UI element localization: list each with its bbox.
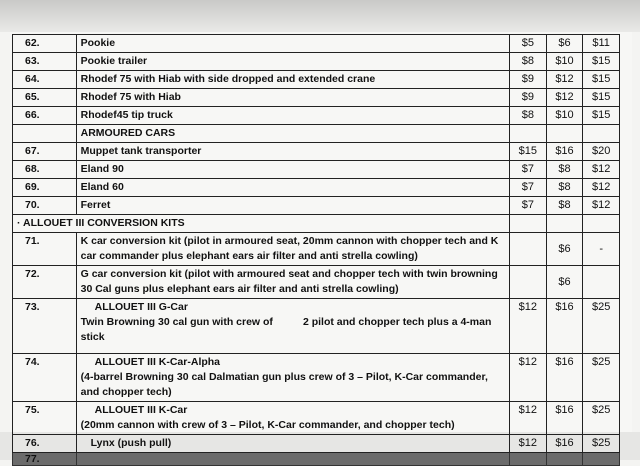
price-1: $15 — [510, 143, 547, 161]
price-2: $12 — [546, 89, 583, 107]
price-2: $8 — [546, 161, 583, 179]
item-number: 70. — [13, 197, 77, 215]
price-1: $7 — [510, 197, 547, 215]
price-1: $12 — [510, 402, 547, 435]
item-description: (4-barrel Browning 30 cal Dalmatian gun plus crew of 3 – Pilot, K-Car commander, and chopper tech) — [80, 371, 488, 398]
price-1: $9 — [510, 89, 547, 107]
price-3: $25 — [583, 435, 620, 453]
price-3: - — [583, 233, 620, 266]
price-3: $25 — [583, 299, 620, 354]
price-1: $12 — [510, 435, 547, 453]
table-row — [13, 107, 620, 125]
item-number: 77. — [13, 453, 77, 466]
price-2: $16 — [546, 354, 583, 402]
item-title: ALLOUET III K-Car — [94, 404, 188, 416]
price-3: $12 — [583, 161, 620, 179]
price-2: $6 — [546, 35, 583, 53]
price-3: $15 — [583, 53, 620, 71]
item-number: 64. — [13, 71, 77, 89]
price-1: $7 — [510, 161, 547, 179]
section-row — [13, 125, 620, 143]
price-2: $10 — [546, 53, 583, 71]
item-number: 63. — [13, 53, 77, 71]
item-description: Pookie trailer — [76, 53, 509, 71]
section-heading-alouette: ALLOUET III CONVERSION KITS — [23, 217, 185, 229]
price-2: $10 — [546, 107, 583, 125]
item-description: Ferret — [76, 197, 509, 215]
item-number: 71. — [13, 233, 77, 266]
price-3: $20 — [583, 143, 620, 161]
price-3: $25 — [583, 354, 620, 402]
price-2: $16 — [546, 299, 583, 354]
section-row: · ALLOUET III CONVERSION KITS — [13, 215, 620, 233]
item-number: 62. — [13, 35, 77, 53]
price-1: $12 — [510, 299, 547, 354]
item-description: Pookie — [76, 35, 509, 53]
item-description: K car conversion kit (pilot in armoured seat, 20mm cannon with chopper tech and K car commander plus elephant ears air filter and anti strella cowling) — [76, 233, 509, 266]
table-row — [13, 179, 620, 197]
item-number: 76. — [13, 435, 77, 453]
item-number: 73. — [13, 299, 77, 354]
scan-top-edge — [0, 0, 640, 32]
table-row — [13, 53, 620, 71]
item-description: Twin Browning 30 cal gun with crew of 2 pilot and chopper tech plus a 4-man stick — [80, 316, 492, 343]
price-3: $12 — [583, 197, 620, 215]
table-row — [13, 161, 620, 179]
table-row — [13, 266, 620, 299]
price-3: $15 — [583, 107, 620, 125]
price-3: $15 — [583, 71, 620, 89]
item-number: 68. — [13, 161, 77, 179]
price-2: $8 — [546, 179, 583, 197]
price-3: $25 — [583, 402, 620, 435]
item-number: 67. — [13, 143, 77, 161]
item-description: Eland 90 — [76, 161, 509, 179]
table-row — [13, 435, 620, 453]
item-description: Muppet tank transporter — [76, 143, 509, 161]
price-table — [12, 34, 620, 466]
price-1: $8 — [510, 107, 547, 125]
price-1: $12 — [510, 354, 547, 402]
item-description: Rhodef 75 with Hiab — [76, 89, 509, 107]
item-description: G car conversion kit (pilot with armoured seat and chopper tech with twin browning 30 Cal guns plus elephant ears air filter and anti strella cowling) — [76, 266, 509, 299]
table-row — [13, 71, 620, 89]
price-2: $16 — [546, 435, 583, 453]
table-row — [13, 143, 620, 161]
price-3: $15 — [583, 89, 620, 107]
table-row — [13, 402, 620, 435]
price-3: $11 — [583, 35, 620, 53]
price-2: $6 — [546, 266, 583, 299]
table-row — [13, 197, 620, 215]
item-description: Rhodef45 tip truck — [76, 107, 509, 125]
item-title: ALLOUET III G-Car — [94, 301, 188, 313]
table-row — [13, 453, 620, 466]
price-1: $5 — [510, 35, 547, 53]
item-number: 74. — [13, 354, 77, 402]
item-number: 75. — [13, 402, 77, 435]
table-row — [13, 233, 620, 266]
price-3: $12 — [583, 179, 620, 197]
table-row — [13, 354, 620, 402]
table-row — [13, 35, 620, 53]
item-number: 66. — [13, 107, 77, 125]
item-description: Rhodef 75 with Hiab with side dropped and extended crane — [76, 71, 509, 89]
item-number: 65. — [13, 89, 77, 107]
price-1: $9 — [510, 71, 547, 89]
price-1: $8 — [510, 53, 547, 71]
item-description: (20mm cannon with crew of 3 – Pilot, K-Car commander, and chopper tech) — [80, 419, 455, 431]
item-description: Lynx (push pull) — [76, 435, 509, 453]
item-description: Eland 60 — [76, 179, 509, 197]
table-row — [13, 299, 620, 354]
price-2: $16 — [546, 402, 583, 435]
price-2: $16 — [546, 143, 583, 161]
section-heading-armoured: ARMOURED CARS — [76, 125, 509, 143]
item-title: ALLOUET III K-Car-Alpha — [94, 356, 221, 368]
item-number: 69. — [13, 179, 77, 197]
price-2: $12 — [546, 71, 583, 89]
price-2: $8 — [546, 197, 583, 215]
price-2: $6 — [546, 233, 583, 266]
item-number: 72. — [13, 266, 77, 299]
table-row — [13, 89, 620, 107]
price-1: $7 — [510, 179, 547, 197]
